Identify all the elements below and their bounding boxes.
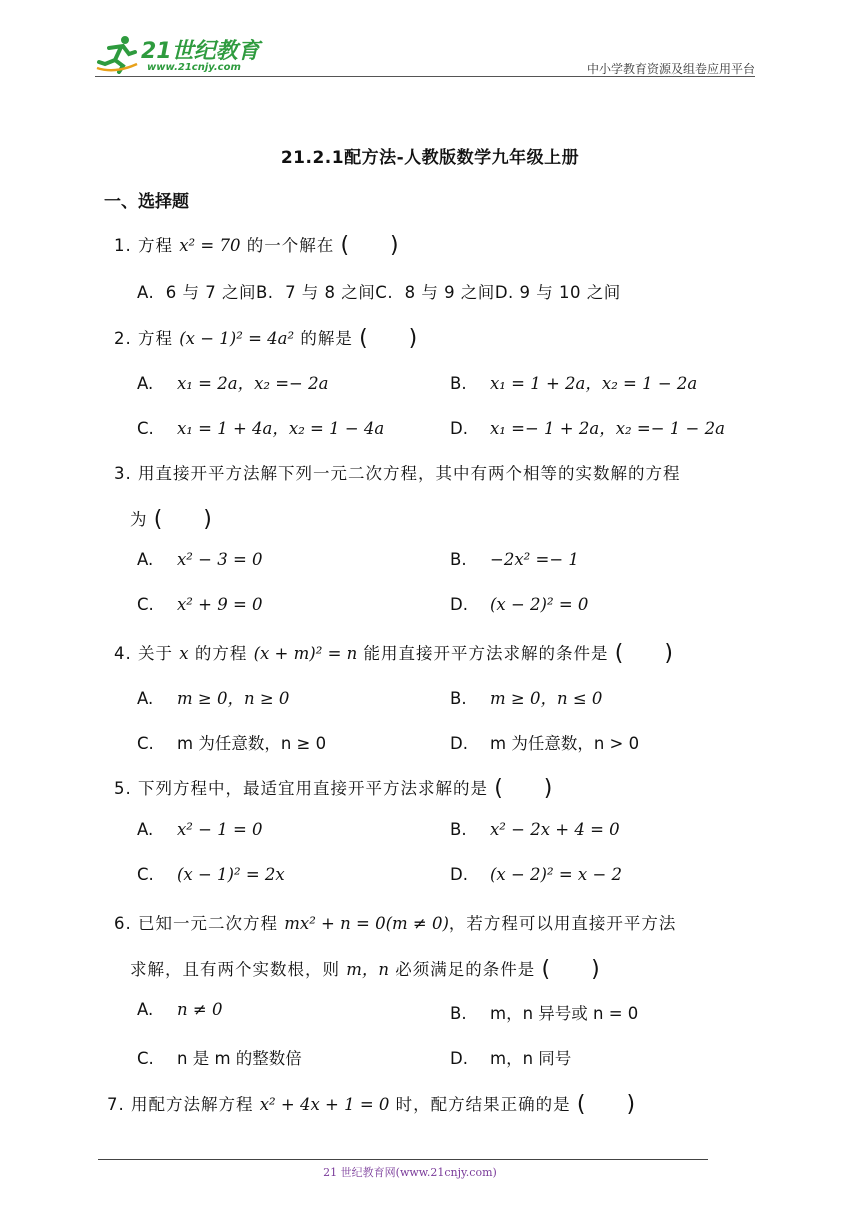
option-b <box>450 370 697 394</box>
option-a <box>137 820 263 839</box>
option-label: D. <box>450 865 468 884</box>
question-number: 6. <box>114 914 132 933</box>
stem-text: ，若方程可以用直接开平方法 <box>448 914 677 933</box>
stem-text: 方程 <box>138 236 173 255</box>
stem-text: 的一个解在 <box>246 236 335 255</box>
option-text: 8 与 9 之间 <box>404 283 495 302</box>
option-text: m 为任意数，n ≥ 0 <box>177 734 327 753</box>
option-c <box>137 415 384 439</box>
option-text: 6 与 7 之间 <box>165 283 256 302</box>
platform-name: 中小学教育资源及组卷应用平台 <box>586 62 755 76</box>
logo-text: 21世纪教育 <box>141 39 260 64</box>
question-number: 2. <box>114 329 132 348</box>
option-text: (x − 2)² = x − 2 <box>490 865 623 884</box>
option-text: x₁ = 2a，x₂ =− 2a <box>177 374 329 393</box>
option-label: D. <box>494 283 514 302</box>
runner-logo-icon <box>95 34 139 74</box>
question-4-stem <box>114 640 674 665</box>
answer-blank: ( ) <box>614 641 674 666</box>
option-text: m，n 异号或 n = 0 <box>490 1004 639 1023</box>
option-label: D. <box>450 1049 468 1068</box>
option-text: (x − 1)² = 2x <box>177 865 285 884</box>
stem-text: 必须满足的条件是 <box>395 960 536 979</box>
option-text: −2x² =− 1 <box>490 550 579 569</box>
option-a <box>137 1000 222 1019</box>
option-label: A. <box>137 283 155 302</box>
option-label: C. <box>137 419 154 438</box>
question-2-stem <box>114 325 418 350</box>
option-label: A. <box>137 820 154 839</box>
question-1-stem <box>114 232 400 257</box>
option-c <box>137 595 263 614</box>
option-text: 9 与 10 之间 <box>519 283 621 302</box>
option-label: C. <box>137 865 154 884</box>
option-c <box>137 865 285 884</box>
answer-blank: ( ) <box>541 957 601 982</box>
option-label: A. <box>137 689 154 708</box>
math-expression: m，n <box>346 960 390 979</box>
answer-blank: ( ) <box>340 233 400 258</box>
math-expression: x² + 4x + 1 = 0 <box>259 1095 390 1114</box>
stem-text: 时，配方结果正确的是 <box>395 1095 571 1114</box>
header-divider <box>95 76 755 77</box>
question-6-stem-cont <box>130 956 601 981</box>
option-text: m 为任意数，n > 0 <box>490 734 640 753</box>
stem-text: 的方程 <box>194 644 248 663</box>
stem-text: 方程 <box>138 329 173 348</box>
option-text: x² − 3 = 0 <box>177 550 263 569</box>
page-footer: 21 世纪教育网(www.21cnjy.com) <box>323 1166 497 1179</box>
question-1-options <box>137 279 621 303</box>
option-label: B. <box>255 283 274 302</box>
option-text: 7 与 8 之间 <box>285 283 376 302</box>
option-label: A. <box>137 550 154 569</box>
option-d <box>450 1045 571 1069</box>
answer-blank: ( ) <box>576 1092 637 1117</box>
option-b <box>450 820 620 839</box>
question-5-stem <box>114 775 553 800</box>
math-expression: (x − 1)² = 4a² <box>179 329 295 348</box>
option-label: D. <box>450 734 468 753</box>
question-number: 5. <box>114 779 132 798</box>
footer-divider <box>98 1159 708 1160</box>
stem-text: 下列方程中，最适宜用直接开平方法求解的是 <box>138 779 488 798</box>
option-text: x² + 9 = 0 <box>177 595 263 614</box>
option-b <box>450 550 579 569</box>
option-d <box>450 415 725 439</box>
math-expression: x <box>179 644 189 663</box>
option-text: m，n 同号 <box>490 1049 572 1068</box>
logo <box>95 32 265 78</box>
question-number: 1. <box>114 236 132 255</box>
option-text: (x − 2)² = 0 <box>490 595 589 614</box>
question-7-stem <box>107 1091 636 1116</box>
math-expression: x² = 70 <box>179 236 241 255</box>
answer-blank: ( ) <box>359 326 419 351</box>
option-text: m ≥ 0，n ≤ 0 <box>490 689 603 708</box>
option-d <box>450 865 622 884</box>
logo-url: www.21cnjy.com <box>147 62 241 73</box>
option-label: D. <box>450 595 468 614</box>
page-title: 21.2.1配方法-人教版数学九年级上册 <box>280 148 580 168</box>
section-heading: 一、选择题 <box>104 192 189 212</box>
option-a <box>137 685 289 709</box>
answer-blank: ( ) <box>153 507 213 532</box>
option-a <box>137 550 263 569</box>
option-text: n ≠ 0 <box>177 1000 223 1019</box>
option-label: D. <box>450 419 468 438</box>
option-b <box>450 685 602 709</box>
option-label: B. <box>450 1004 467 1023</box>
stem-text: 为 <box>130 510 148 529</box>
option-a <box>137 370 328 394</box>
question-number: 7. <box>107 1095 125 1114</box>
option-text: x₁ = 1 + 4a，x₂ = 1 − 4a <box>177 419 385 438</box>
option-label: C. <box>137 595 154 614</box>
math-expression: mx² + n = 0(m ≠ 0) <box>284 914 449 933</box>
option-label: A. <box>137 374 154 393</box>
option-c <box>137 730 326 754</box>
question-number: 3. <box>114 464 132 483</box>
option-label: C. <box>375 283 394 302</box>
option-label: B. <box>450 820 467 839</box>
option-c <box>137 1045 302 1069</box>
option-text: x₁ = 1 + 2a，x₂ = 1 − 2a <box>490 374 698 393</box>
option-b <box>450 1000 638 1024</box>
answer-blank: ( ) <box>494 776 554 801</box>
option-label: B. <box>450 689 467 708</box>
stem-text: 的解是 <box>300 329 353 348</box>
stem-text: 用直接开平方法解下列一元二次方程，其中有两个相等的实数解的方程 <box>138 464 681 483</box>
option-text: x² − 2x + 4 = 0 <box>490 820 620 839</box>
question-number: 4. <box>114 644 132 663</box>
option-label: C. <box>137 1049 154 1068</box>
stem-text: 用配方法解方程 <box>131 1095 254 1114</box>
option-text: m ≥ 0，n ≥ 0 <box>177 689 290 708</box>
option-label: A. <box>137 1000 154 1019</box>
question-3-stem <box>114 460 681 484</box>
option-label: B. <box>450 374 467 393</box>
question-3-stem-cont <box>130 506 213 531</box>
stem-text: 求解，且有两个实数根，则 <box>130 960 340 979</box>
question-6-stem <box>114 910 676 934</box>
stem-text: 已知一元二次方程 <box>138 914 278 933</box>
stem-text: 关于 <box>138 644 173 663</box>
math-expression: (x + m)² = n <box>253 644 358 663</box>
option-label: B. <box>450 550 467 569</box>
option-d <box>450 730 639 754</box>
option-text: n 是 m 的整数倍 <box>177 1049 302 1068</box>
option-d <box>450 595 588 614</box>
option-text: x₁ =− 1 + 2a，x₂ =− 1 − 2a <box>490 419 725 438</box>
stem-text: 能用直接开平方法求解的条件是 <box>363 644 609 663</box>
option-label: C. <box>137 734 154 753</box>
option-text: x² − 1 = 0 <box>177 820 263 839</box>
page-header <box>95 32 755 80</box>
